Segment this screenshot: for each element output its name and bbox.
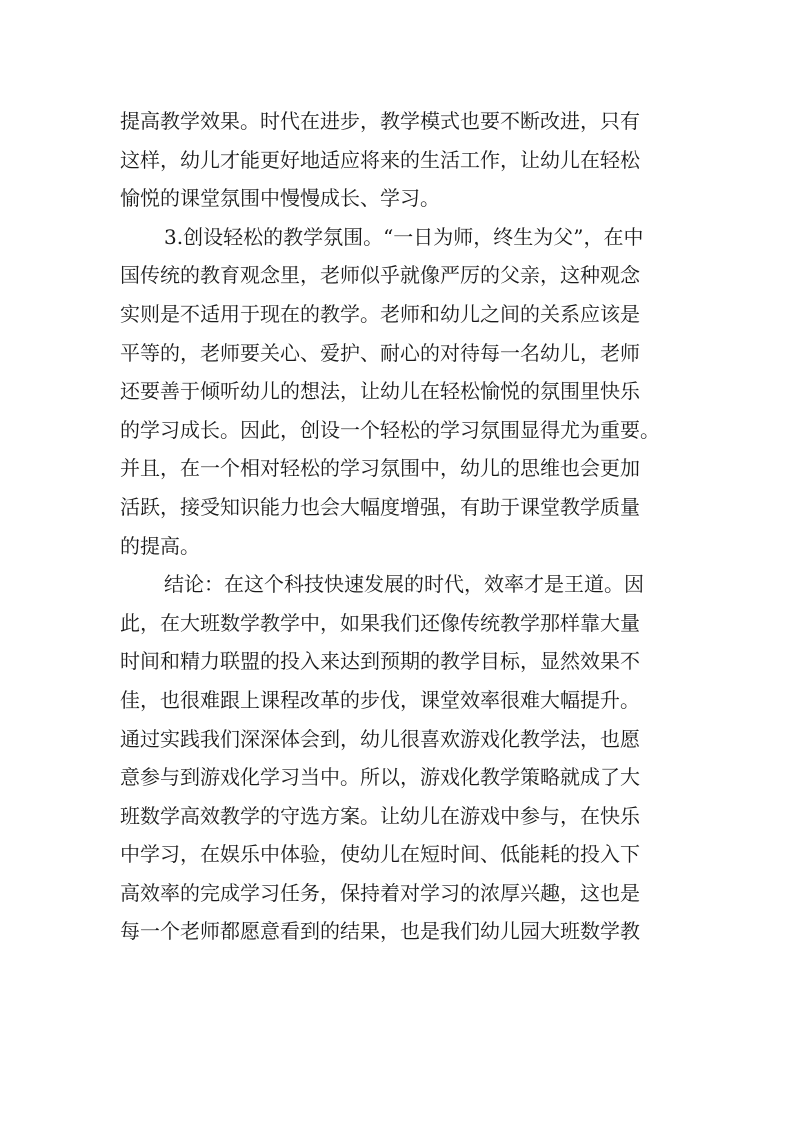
body-text bbox=[120, 102, 680, 951]
text-line: 还要善于倾听幼儿的想法，让幼儿在轻松愉悦的氛围里快乐 bbox=[120, 379, 640, 404]
text-line: 并且，在一个相对轻松的学习氛围中，幼儿的思维也会更加 bbox=[120, 456, 640, 481]
text-line: 通过实践我们深深体会到，幼儿很喜欢游戏化教学法，也愿 bbox=[120, 726, 640, 751]
text-line: 高效率的完成学习任务，保持着对学习的浓厚兴趣，这也是 bbox=[120, 880, 640, 905]
text-line: 提高教学效果。时代在进步，教学模式也要不断改进，只有 bbox=[120, 109, 640, 133]
text-line: 实则是不适用于现在的教学。老师和幼儿之间的关系应该是 bbox=[120, 301, 640, 326]
text-line: 国传统的教育观念里，老师似乎就像严厉的父亲，这种观念 bbox=[120, 263, 640, 288]
text-line: 意参与到游戏化学习当中。所以，游戏化教学策略就成了大 bbox=[120, 765, 640, 790]
conclusion-line: 结论：在这个科技快速发展的时代，效率才是王道。因 bbox=[164, 572, 644, 597]
section-heading-line: 3.创设轻松的教学氛围。“一日为师，终生为父”，在中 bbox=[164, 224, 644, 249]
text-line: 每一个老师都愿意看到的结果，也是我们幼儿园大班数学教 bbox=[120, 919, 640, 944]
text-line: 愉悦的课堂氛围中慢慢成长、学习。 bbox=[120, 186, 440, 211]
text-line: 班数学高效教学的守选方案。让幼儿在游戏中参与，在快乐 bbox=[120, 803, 640, 828]
text-line: 中学习，在娱乐中体验，使幼儿在短时间、低能耗的投入下 bbox=[120, 842, 640, 867]
text-line: 活跃，接受知识能力也会大幅度增强，有助于课堂教学质量 bbox=[120, 494, 640, 519]
text-line: 的学习成长。因此，创设一个轻松的学习氛围显得尤为重要。 bbox=[120, 417, 660, 442]
text-line: 时间和精力联盟的投入来达到预期的教学目标，显然效果不 bbox=[120, 649, 640, 674]
text-line: 的提高。 bbox=[120, 533, 200, 558]
text-line: 这样，幼儿才能更好地适应将来的生活工作，让幼儿在轻松 bbox=[120, 147, 640, 172]
text-line: 佳，也很难跟上课程改革的步伐，课堂效率很难大幅提升。 bbox=[120, 687, 640, 712]
text-line: 平等的，老师要关心、爱护、耐心的对待每一名幼儿，老师 bbox=[120, 340, 640, 365]
text-line: 此，在大班数学教学中，如果我们还像传统教学那样靠大量 bbox=[120, 610, 640, 635]
